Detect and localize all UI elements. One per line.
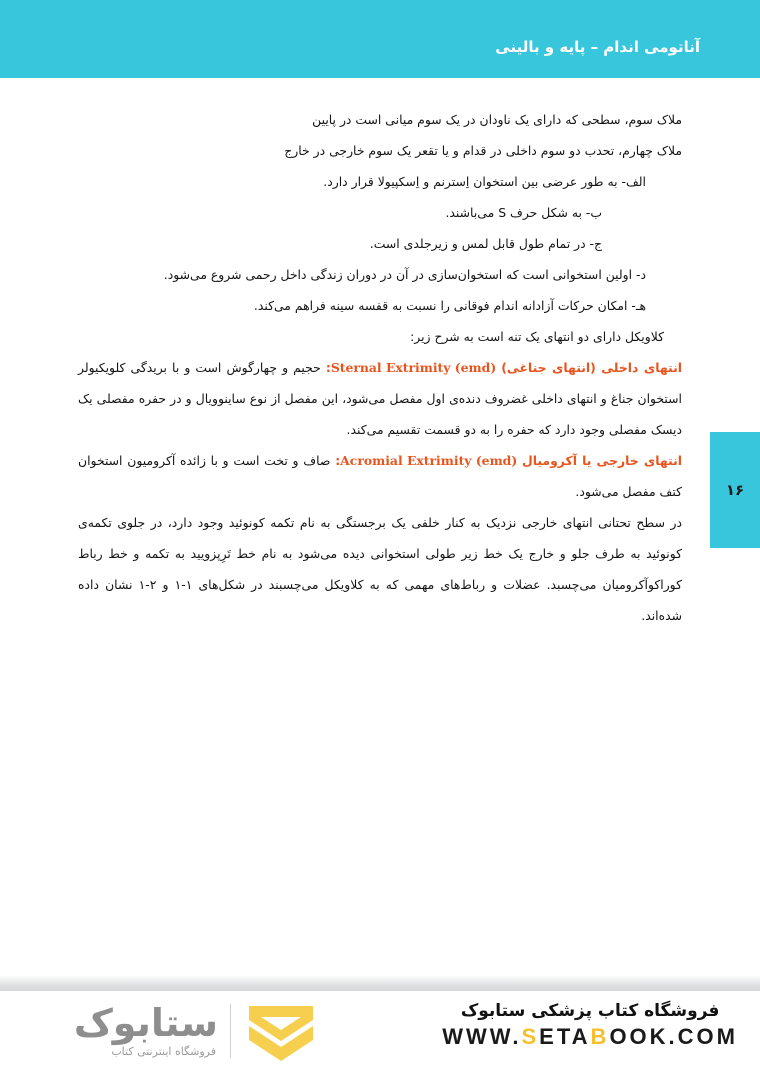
url-segment-highlight-b: B xyxy=(590,1024,610,1049)
logo-separator xyxy=(230,1004,231,1058)
term-separator-acromial: : xyxy=(335,453,341,468)
logo-wordmark-group xyxy=(28,999,218,1063)
url-segment: ETA xyxy=(539,1024,591,1049)
footer-divider xyxy=(0,975,760,991)
clavicle-intro-line: کلاویکل دارای دو انتهای یک تنه است به شرح زیر: xyxy=(410,329,664,344)
logo-wordmark: ستابوک xyxy=(73,1001,218,1045)
paragraph-closing: در سطح تحتانی انتهای خارجی نزدیک به کنار خلفی یک برجستگی به نام تکمه کونوئید وجود دارد، در جلوی تکمه‌ی کونوئید به طرف جلو و خارج یک خط زیر طولی استخوانی دیده می‌شود به نام خط تَرِپزویید به تکمه و خط رباط کوراکوآکرومیان می‌چسبد. عضلات و رباط‌های مهمی که به کلاویکل می‌چسبند در شکل‌های ۱-۱ و ۲-۱ نشان داده شده‌اند. xyxy=(78,515,682,623)
list-item-dal: د- اولین استخوانی است که استخوان‌سازی در آن در دوران زندگی داخل رحمی شروع می‌شود. xyxy=(163,267,646,282)
header-band xyxy=(0,0,760,78)
paragraph-criterion-four: ملاک چهارم، تحدب دو سوم داخلی در قدام و یا تقعر یک سوم خارجی در خارج xyxy=(284,143,682,158)
url-segment: WWW. xyxy=(442,1024,522,1049)
footer xyxy=(0,991,760,1080)
page-number-tab xyxy=(710,432,760,548)
paragraph-criterion-three: ملاک سوم، سطحی که دارای یک ناودان در یک سوم میانی است در پایین xyxy=(312,112,682,127)
footer-website-url[interactable] xyxy=(442,1024,738,1050)
term-label-acromial-latin: Acromial Extrimity (emd) xyxy=(340,453,518,468)
page-number: ۱۶ xyxy=(725,481,745,499)
chevron-logo-icon xyxy=(245,1000,317,1062)
url-segment: OOK.COM xyxy=(609,1024,738,1049)
page-content xyxy=(78,104,682,631)
term-separator-sternal: : xyxy=(325,360,331,375)
footer-tagline: فروشگاه کتاب پزشکی ستابوک xyxy=(460,1001,720,1021)
footer-brand-text xyxy=(442,1001,738,1050)
page-title: آناتومی اندام – پایه و بالینی xyxy=(495,38,700,56)
term-block-acromial-extremity xyxy=(78,445,682,507)
term-block-sternal-extremity xyxy=(78,352,682,445)
term-label-sternal-latin: Sternal Extrimity (emd) xyxy=(330,360,497,375)
term-label-sternal-fa: انتهای داخلی (انتهای جناغی) xyxy=(501,360,682,375)
list-item-jim: ج- در تمام طول قابل لمس و زیرجلدی است. xyxy=(369,236,602,251)
term-label-acromial-fa: انتهای خارجی یا آکرومیال xyxy=(521,453,682,468)
list-item-alef: الف- به طور عرضی بین استخوان اِسترنم و اِسکپیولا قرار دارد. xyxy=(323,174,646,189)
list-item-be: ب- به شکل حرف S می‌باشند. xyxy=(445,205,602,220)
url-segment-highlight-s: S xyxy=(521,1024,540,1049)
term-description-acromial: صاف و تخت است و با زائده آکرومیون استخوان کتف مفصل می‌شود. xyxy=(78,453,682,499)
list-item-he: هـ- امکان حرکات آزادانه اندام فوقانی را نسبت به قفسه سینه فراهم می‌کند. xyxy=(253,298,646,313)
logo-subtitle: فروشگاه اینترنتی کتاب xyxy=(111,1045,216,1058)
footer-logo[interactable] xyxy=(28,999,317,1063)
term-description-sternal: حجیم و چهارگوش است و با بریدگی کلویکیولر استخوان جناغ و انتهای داخلی غضروف دنده‌ی اول مفصل می‌شود، این مفصل از نوع ساینوویال و در حفره مفصلی یک دیسک مفصلی وجود دارد که حفره را به دو قسمت تقسیم می‌کند. xyxy=(78,360,682,437)
